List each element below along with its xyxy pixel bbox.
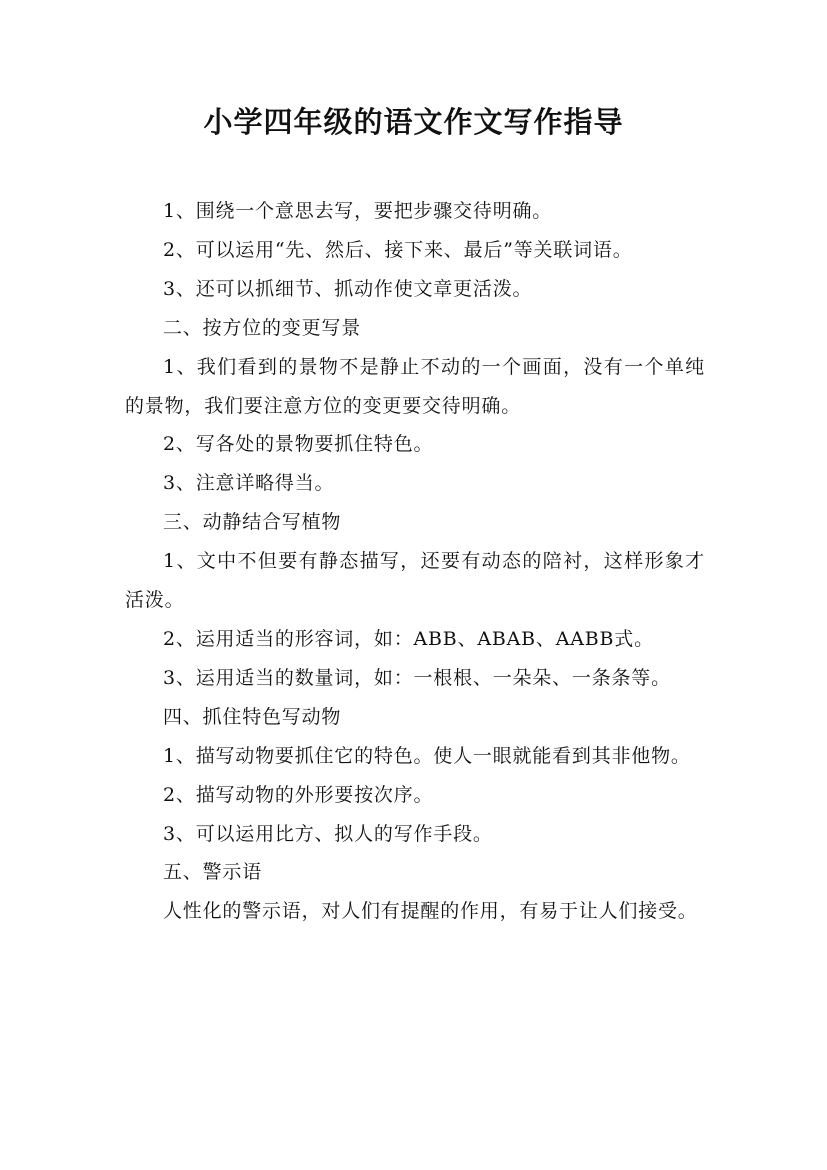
section-heading: 五、警示语	[163, 861, 263, 884]
paragraph: 1、我们看到的景物不是静止不动的一个画面，没有一个单纯的景物，我们要注意方位的变更要交待明确。	[125, 355, 705, 417]
paragraph: 1、围绕一个意思去写，要把步骤交待明确。	[163, 200, 553, 222]
paragraph: 2、可以运用“先、然后、接下来、最后”等关联词语。	[163, 238, 633, 261]
paragraph: 3、注意详略得当。	[163, 472, 335, 495]
paragraph: 3、还可以抓细节、抓动作使文章更活泼。	[163, 277, 533, 300]
document-title: 小学四年级的语文作文写作指导	[203, 105, 624, 139]
section-heading: 三、动静结合写植物	[163, 511, 342, 534]
paragraph: 2、写各处的景物要抓住特色。	[163, 433, 434, 456]
document-body	[125, 192, 705, 931]
section-heading: 二、按方位的变更写景	[163, 316, 362, 339]
paragraph: 3、运用适当的数量词，如：一根根、一朵朵、一条条等。	[163, 666, 671, 689]
paragraph: 1、文中不但要有静态描写，还要有动态的陪衬，这样形象才活泼。	[125, 550, 705, 612]
paragraph: 1、描写动物要抓住它的特色。使人一眼就能看到其非他物。	[163, 744, 691, 767]
paragraph: 人性化的警示语，对人们有提醒的作用，有易于让人们接受。	[163, 900, 698, 923]
paragraph: 2、描写动物的外形要按次序。	[163, 783, 434, 806]
section-heading: 四、抓住特色写动物	[163, 705, 342, 728]
paragraph: 2、运用适当的形容词，如：ABB、ABAB、AABB式。	[163, 627, 654, 650]
paragraph: 3、可以运用比方、拟人的写作手段。	[163, 822, 493, 845]
